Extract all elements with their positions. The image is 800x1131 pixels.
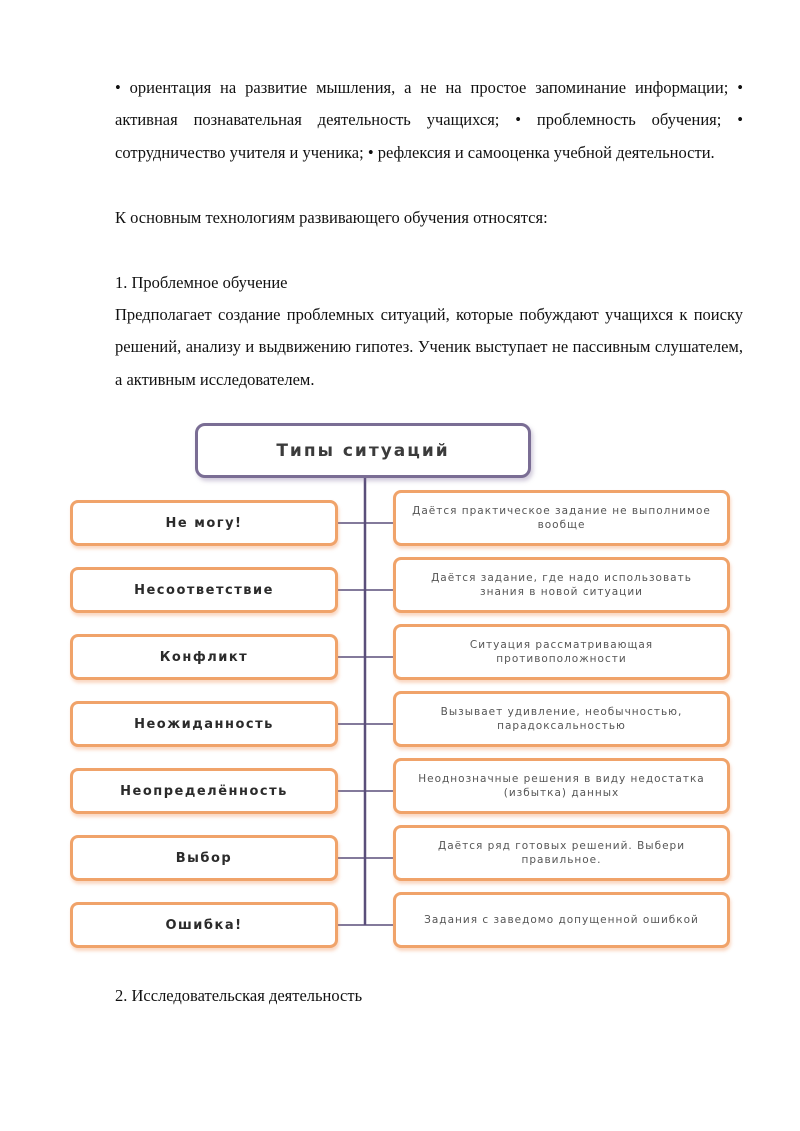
type-box-5: Неопределённость xyxy=(70,768,338,814)
type-box-3: Конфликт xyxy=(70,634,338,680)
description-box-6: Даётся ряд готовых решений. Выбери правильное. xyxy=(393,825,730,881)
diagram-title: Типы ситуаций xyxy=(195,423,531,478)
description-box-5: Неоднозначные решения в виду недостатка (избытка) данных xyxy=(393,758,730,814)
type-box-6: Выбор xyxy=(70,835,338,881)
heading-research-activity: 2. Исследовательская деятельность xyxy=(115,986,363,1005)
type-box-1: Не могу! xyxy=(70,500,338,546)
paragraph-problem-learning: Предполагает создание проблемных ситуаций, которые побуждают учащихся к поиску решений, анализу и выдвижению гипотез. Ученик выступает не пассивным слушателем, а активным исследователем. xyxy=(115,305,743,389)
description-box-7: Задания с заведомо допущенной ошибкой xyxy=(393,892,730,948)
description-box-2: Даётся задание, где надо использовать знания в новой ситуации xyxy=(393,557,730,613)
type-box-2: Несоответствие xyxy=(70,567,338,613)
paragraph-technologies-intro: К основным технологиям развивающего обучения относятся: xyxy=(115,208,548,227)
description-box-1: Даётся практическое задание не выполнимое вообще xyxy=(393,490,730,546)
type-box-4: Неожиданность xyxy=(70,701,338,747)
paragraph-principles: • ориентация на развитие мышления, а не на простое запоминание информации; • активная познавательная деятельность учащихся; • проблемность обучения; • сотрудничество учителя и ученика; • рефлексия и самооценка учебной деятельности. xyxy=(115,78,743,162)
description-box-3: Ситуация рассматривающая противоположности xyxy=(393,624,730,680)
type-box-7: Ошибка! xyxy=(70,902,338,948)
heading-problem-learning: 1. Проблемное обучение xyxy=(115,273,288,292)
description-box-4: Вызывает удивление, необычностью, парадоксальностью xyxy=(393,691,730,747)
situation-types-diagram xyxy=(65,420,735,955)
